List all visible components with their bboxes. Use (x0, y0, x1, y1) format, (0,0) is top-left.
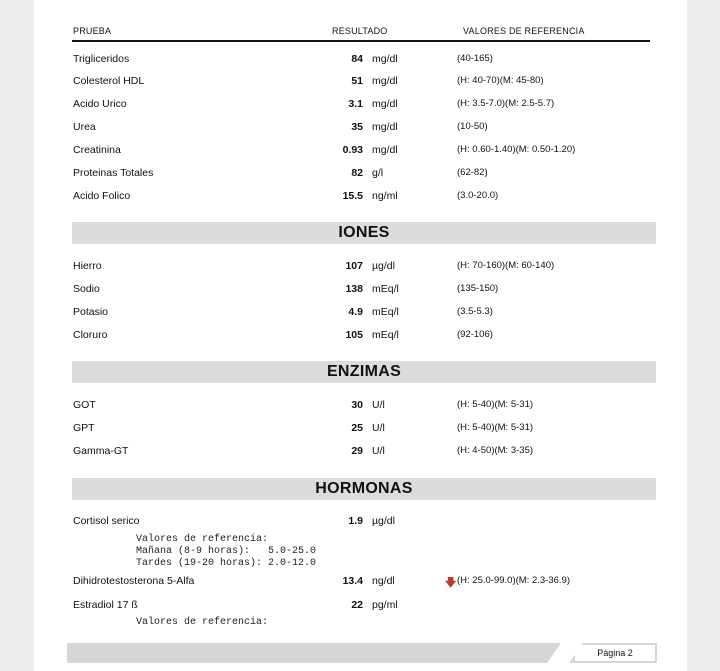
result-row (34, 144, 687, 160)
test-value: 22 (351, 599, 363, 611)
test-unit: U/l (372, 445, 385, 457)
test-name: Estradiol 17 ß (73, 599, 138, 611)
result-row (34, 445, 687, 461)
down-arrow-icon: 🡇 (445, 577, 457, 589)
result-row (34, 75, 687, 91)
test-reference: (10-50) (457, 121, 488, 132)
test-value: 0.93 (342, 144, 363, 156)
test-name: Dihidrotestosterona 5-Alfa (73, 575, 195, 587)
test-unit: mg/dl (372, 53, 398, 65)
result-row (34, 98, 687, 114)
test-reference: (H: 70-160)(M: 60-140) (457, 260, 555, 271)
test-name: GOT (73, 399, 96, 411)
test-unit: U/l (372, 399, 385, 411)
result-row (34, 306, 687, 322)
test-reference: (62-82) (457, 167, 488, 178)
test-value: 84 (351, 53, 363, 65)
test-name: Sodio (73, 283, 100, 295)
test-reference: (H: 40-70)(M: 45-80) (457, 75, 544, 86)
test-name: Proteinas Totales (73, 167, 154, 179)
test-value: 25 (351, 422, 363, 434)
test-reference: (H: 0.60-1.40)(M: 0.50-1.20) (457, 144, 576, 155)
section-header-enzimas: ENZIMAS (72, 361, 656, 383)
test-value: 30 (351, 399, 363, 411)
test-name: Hierro (73, 260, 102, 272)
test-unit: g/l (372, 167, 384, 179)
test-unit: U/l (372, 422, 385, 434)
test-value: 1.9 (348, 515, 363, 527)
result-row (34, 53, 687, 69)
test-reference: (3.0-20.0) (457, 190, 499, 201)
test-reference: (H: 25.0-99.0)(M: 2.3-36.9) (457, 575, 570, 586)
test-reference: (H: 3.5-7.0)(M: 2.5-5.7) (457, 98, 555, 109)
test-name: Colesterol HDL (73, 75, 145, 87)
test-name: Cortisol serico (73, 515, 140, 527)
page-number: Página 2 (575, 645, 655, 661)
test-reference: (H: 5-40)(M: 5-31) (457, 422, 534, 433)
report-page (34, 0, 687, 671)
result-row (34, 399, 687, 415)
result-row (34, 575, 687, 591)
test-name: Urea (73, 121, 96, 133)
reference-note: Valores de referencia: (136, 617, 269, 628)
test-name: Trigliceridos (73, 53, 130, 65)
test-unit: mEq/l (372, 306, 399, 318)
test-name: Acido Folico (73, 190, 131, 202)
test-unit: mg/dl (372, 144, 398, 156)
reference-note: Valores de referencia: Mañana (8-9 horas): 5.0-25.0 Tardes (19-20 horas): 2.0-12.0 (136, 534, 317, 569)
result-row (34, 283, 687, 299)
test-unit: mEq/l (372, 283, 399, 295)
result-row (34, 190, 687, 206)
test-value: 3.1 (348, 98, 363, 110)
test-name: Acido Urico (73, 98, 127, 110)
test-value: 35 (351, 121, 363, 133)
column-header-reference: VALORES DE REFERENCIA (463, 26, 585, 36)
result-row (34, 599, 687, 615)
result-row (34, 260, 687, 276)
test-unit: µg/dl (372, 260, 395, 272)
test-unit: mg/dl (372, 98, 398, 110)
section-header-hormonas: HORMONAS (72, 478, 656, 500)
test-name: GPT (73, 422, 95, 434)
test-unit: ng/ml (372, 190, 398, 202)
result-row (34, 167, 687, 183)
test-value: 15.5 (342, 190, 363, 202)
test-value: 13.4 (342, 575, 363, 587)
test-name: Cloruro (73, 329, 108, 341)
result-row (34, 329, 687, 345)
test-name: Potasio (73, 306, 109, 318)
result-row (34, 515, 687, 531)
test-reference: (H: 5-40)(M: 5-31) (457, 399, 534, 410)
test-value: 51 (351, 75, 363, 87)
result-row (34, 422, 687, 438)
column-header-test: PRUEBA (73, 26, 112, 36)
test-unit: µg/dl (372, 515, 395, 527)
test-name: Creatinina (73, 144, 121, 156)
test-reference: (92-106) (457, 329, 493, 340)
test-value: 107 (345, 260, 363, 272)
header-divider (72, 40, 650, 42)
test-value: 138 (345, 283, 363, 295)
test-unit: pg/ml (372, 599, 398, 611)
test-value: 82 (351, 167, 363, 179)
section-header-iones: IONES (72, 222, 656, 244)
test-unit: ng/dl (372, 575, 395, 587)
test-reference: (135-150) (457, 283, 499, 294)
test-unit: mg/dl (372, 121, 398, 133)
column-header-result: RESULTADO (332, 26, 388, 36)
result-row (34, 121, 687, 137)
test-value: 29 (351, 445, 363, 457)
test-value: 105 (345, 329, 363, 341)
test-name: Gamma-GT (73, 445, 129, 457)
test-value: 4.9 (348, 306, 363, 318)
test-reference: (H: 4-50)(M: 3-35) (457, 445, 534, 456)
test-reference: (40-165) (457, 53, 493, 64)
test-reference: (3.5-5.3) (457, 306, 493, 317)
test-unit: mg/dl (372, 75, 398, 87)
test-unit: mEq/l (372, 329, 399, 341)
